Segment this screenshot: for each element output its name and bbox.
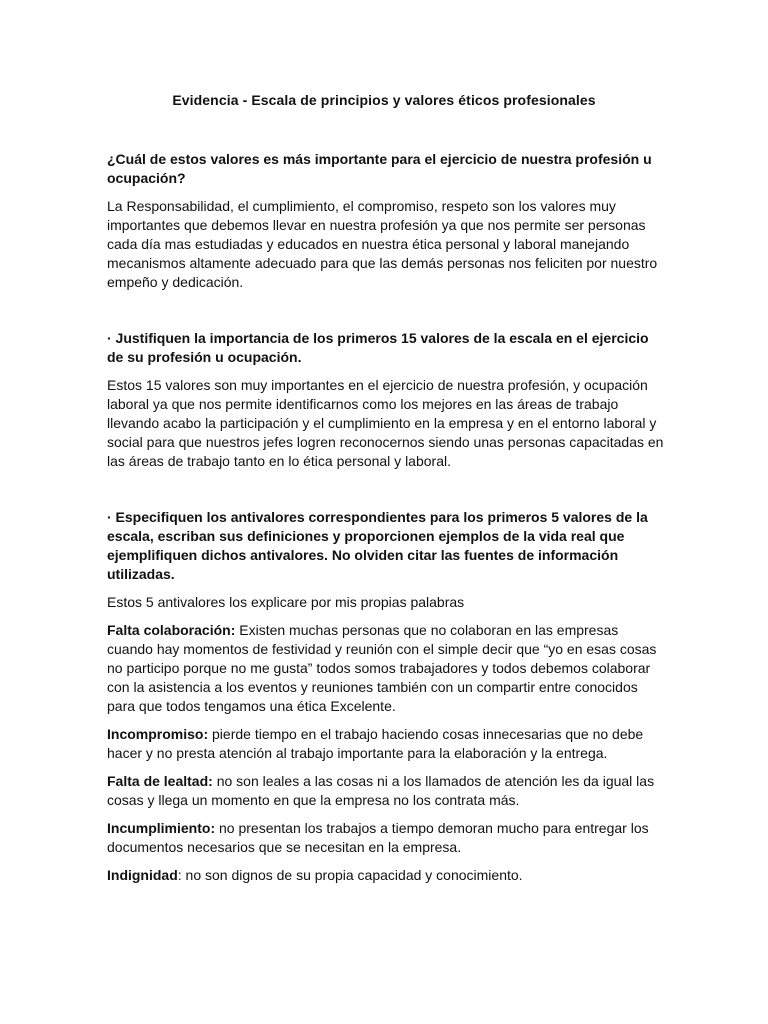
paragraph-spacer bbox=[107, 612, 667, 621]
section-main-value bbox=[107, 150, 667, 292]
antivalue-term: Falta colaboración: bbox=[107, 622, 236, 638]
antivalue-definition: pierde tiempo en el trabajo haciendo cosas innecesarias que no debe hacer y no presta atención al trabajo importante para la elaboración y la entrega. bbox=[107, 726, 644, 761]
antivalue-term: Incompromiso: bbox=[107, 726, 209, 742]
antivalue-item bbox=[107, 772, 667, 810]
antivalue-term: Indignidad bbox=[107, 867, 178, 883]
antivalue-definition: : no son dignos de su propia capacidad y conocimiento. bbox=[177, 867, 523, 883]
antivalue-item bbox=[107, 819, 667, 857]
antivalue-definition: Existen muchas personas que no colaboran en las empresas cuando hay momentos de festividad y reunión con el simple decir que “yo en esas cosas no participo porque no me gusta” todos somos trabajadores y todos debemos colaborar con la asistencia a los eventos y reuniones también con un compartir entre conocidos para que todos tengamos una ética Excelente. bbox=[107, 622, 657, 714]
answer-paragraph: La Responsabilidad, el cumplimiento, el compromiso, respeto son los valores muy importantes que debemos llevar en nuestra profesión ya que nos permite ser personas cada día mas estudiadas y educados en nuestra ética personal y laboral manejando mecanismos altamente adecuado para que las demás personas nos feliciten por nuestro empeño y dedicación. bbox=[107, 198, 658, 290]
section-spacer bbox=[107, 292, 667, 329]
antivalue-term: Incumplimiento: bbox=[107, 820, 216, 836]
section-antivalues bbox=[107, 508, 667, 885]
answer-paragraph: Estos 15 valores son muy importantes en el ejercicio de nuestra profesión, y ocupación laboral ya que nos permite identificarnos como los mejores en las áreas de trabajo llevando acabo la participación y el cumplimiento en la empresa y en el entorno laboral y social para que nuestros jefes logren reconocernos siendo unas personas capacitadas en las áreas de trabajo tanto en lo ética personal y laboral. bbox=[107, 377, 664, 469]
antivalue-term: Falta de lealtad: bbox=[107, 773, 213, 789]
section-spacer bbox=[107, 471, 667, 508]
question-heading: · Justifiquen la importancia de los primeros 15 valores de la escala en el ejercicio de su profesión u ocupación. bbox=[107, 330, 649, 365]
antivalue-item bbox=[107, 621, 667, 716]
antivalue-definition: no presentan los trabajos a tiempo demoran mucho para entregar los documentos necesarios que se necesitan en la empresa. bbox=[107, 820, 649, 855]
intro-paragraph: Estos 5 antivalores los explicare por mis propias palabras bbox=[107, 594, 465, 610]
antivalue-item bbox=[107, 866, 667, 885]
question-heading: · Especifiquen los antivalores correspondientes para los primeros 5 valores de la escala, escriban sus definiciones y proporcionen ejemplos de la vida real que ejemplifiquen dichos antivalores. No olviden citar las fuentes de información utilizadas. bbox=[107, 509, 648, 582]
antivalue-definition: no son leales a las cosas ni a los llamados de atención les da igual las cosas y llega un momento en que la empresa no los contrata más. bbox=[107, 773, 655, 808]
paragraph-spacer bbox=[107, 810, 667, 819]
paragraph-spacer bbox=[107, 857, 667, 866]
antivalue-item bbox=[107, 725, 667, 763]
section-fifteen-values bbox=[107, 329, 667, 471]
document-title: Evidencia - Escala de principios y valores éticos profesionales bbox=[172, 92, 596, 108]
document-body bbox=[107, 150, 667, 885]
paragraph-spacer bbox=[107, 763, 667, 772]
paragraph-spacer bbox=[107, 716, 667, 725]
question-heading: ¿Cuál de estos valores es más importante para el ejercicio de nuestra profesión u ocupación? bbox=[107, 151, 652, 186]
